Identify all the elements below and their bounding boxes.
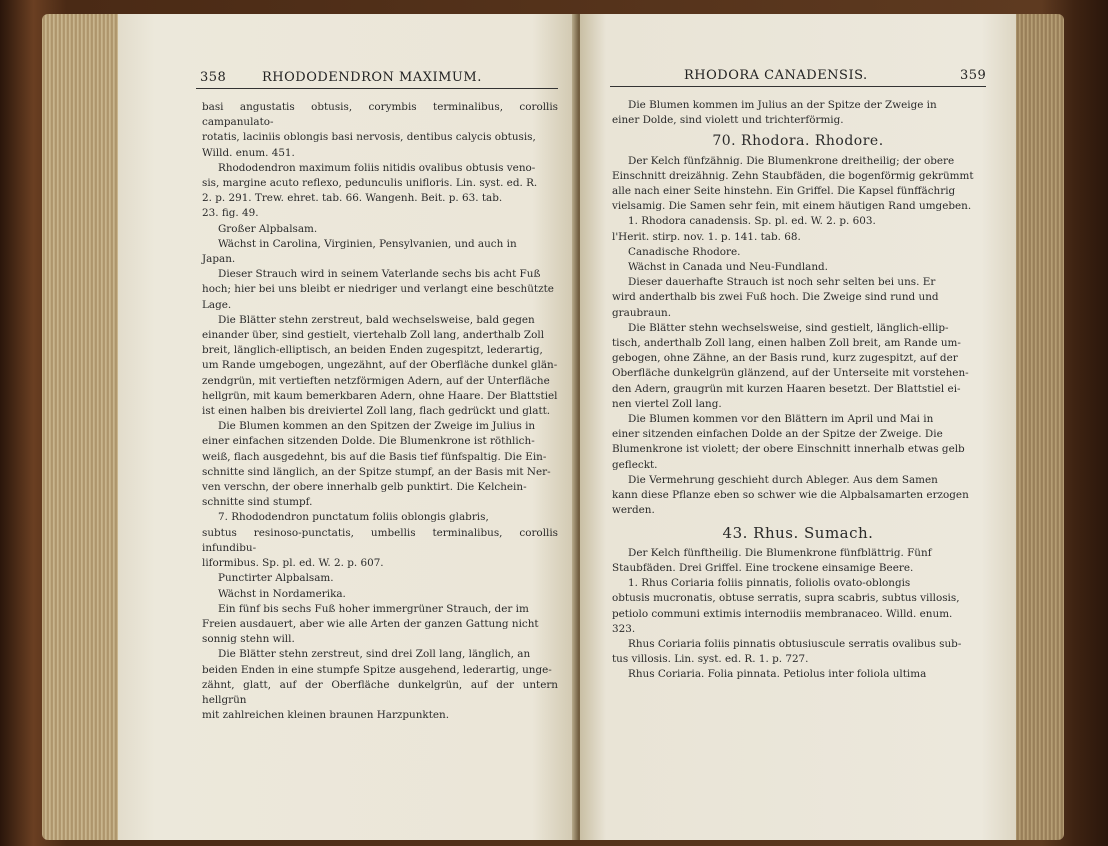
text-line: subtus resinoso-punctatis, umbellis terminalibus, corollis infundibu- <box>202 526 558 554</box>
text-line: Die Vermehrung geschieht durch Ableger. Aus dem Samen <box>628 473 938 486</box>
text-line: hellgrün, mit kaum bemerkbaren Adern, ohne Haare. Der Blattstiel <box>202 389 558 402</box>
left-running-head: RHODODENDRON MAXIMUM. <box>262 70 482 85</box>
text-line: kann diese Pflanze eben so schwer wie die Alpbalsamarten erzogen <box>612 489 969 502</box>
text-line: Ein fünf bis sechs Fuß hoher immergrüner Strauch, der im <box>218 602 529 615</box>
text-line: alle nach einer Seite hinstehn. Ein Griffel. Die Kapsel fünffächrig <box>612 185 956 198</box>
text-line: breit, länglich-elliptisch, an beiden Enden zugespitzt, lederartig, <box>202 344 543 357</box>
text-line: Rhus Coriaria. Folia pinnata. Petiolus inter foliola ultima <box>628 668 927 681</box>
text-line: liformibus. Sp. pl. ed. W. 2. p. 607. <box>202 557 384 570</box>
text-line: 2. p. 291. Trew. ehret. tab. 66. Wangenh. Beit. p. 63. tab. <box>202 192 503 205</box>
text-line: einer Dolde, sind violett und trichterförmig. <box>612 114 844 127</box>
text-line: Die Blätter stehn zerstreut, sind drei Zoll lang, länglich, an <box>218 648 531 661</box>
text-line: Die Blätter stehn wechselsweise, sind gestielt, länglich-ellip- <box>628 321 949 334</box>
text-line: Wächst in Nordamerika. <box>218 587 346 600</box>
text-line: einander über, sind gestielt, viertehalb Zoll lang, anderthalb Zoll <box>202 329 545 342</box>
text-line: petiolo communi extimis internodiis membranaceo. Willd. enum. <box>612 607 953 620</box>
left-page-text <box>202 100 558 723</box>
text-line: den Adern, graugrün mit kurzen Haaren besetzt. Der Blattstiel ei- <box>612 382 961 395</box>
text-line: gefleckt. <box>612 458 658 471</box>
right-page <box>580 14 1016 840</box>
left-page <box>118 14 578 840</box>
text-line: mit zahlreichen kleinen braunen Harzpunkten. <box>202 709 450 722</box>
text-line: Einschnitt dreizähnig. Zehn Staubfäden, die bogenförmig gekrümmt <box>612 169 974 182</box>
text-line: 1. Rhodora canadensis. Sp. pl. ed. W. 2. p. 603. <box>628 215 876 228</box>
left-head-rule <box>196 88 558 89</box>
right-running-head: RHODORA CANADENSIS. <box>684 68 868 83</box>
text-line: Lage. <box>202 298 232 311</box>
text-line: 23. fig. 49. <box>202 207 259 220</box>
text-line: 7. Rhododendron punctatum foliis oblongis glabris, <box>218 511 489 524</box>
text-line: zendgrün, mit vertieften netzförmigen Adern, auf der Unterfläche <box>202 374 550 387</box>
text-line: ist einen halben bis dreiviertel Zoll lang, flach gedrückt und glatt. <box>202 405 551 418</box>
text-line: Die Blumen kommen an den Spitzen der Zweige im Julius in <box>218 420 536 433</box>
text-line: tisch, anderthalb Zoll lang, einen halben Zoll breit, am Rande um- <box>612 337 961 350</box>
text-line: 323. <box>612 622 636 635</box>
text-line: einer sitzenden einfachen Dolde an der Spitze der Zweige. Die <box>612 428 943 441</box>
text-line: tus villosis. Lin. syst. ed. R. 1. p. 727. <box>612 653 809 666</box>
text-line: einer einfachen sitzenden Dolde. Die Blumenkrone ist röthlich- <box>202 435 535 448</box>
text-line: Freien ausdauert, aber wie alle Arten der ganzen Gattung nicht <box>202 617 539 630</box>
text-line: vielsamig. Die Samen sehr fein, mit einem häutigen Rand umgeben. <box>612 200 972 213</box>
text-line: ven verschn, der obere innerhalb gelb punktirt. Die Kelchein- <box>202 481 527 494</box>
text-line: sonnig stehn will. <box>202 633 295 646</box>
text-line: hoch; hier bei uns bleibt er niedriger und verlangt eine beschützte <box>202 283 554 296</box>
right-page-number: 359 <box>960 68 987 83</box>
text-line: Dieser dauerhafte Strauch ist noch sehr selten bei uns. Er <box>628 276 936 289</box>
text-line: Oberfläche dunkelgrün glänzend, auf der Unterseite mit vorstehen- <box>612 367 969 380</box>
text-line: sis, margine acuto reflexo, pedunculis unifloris. Lin. syst. ed. R. <box>202 177 538 190</box>
text-line: Willd. enum. 451. <box>202 146 295 159</box>
text-line: Der Kelch fünftheilig. Die Blumenkrone fünfblättrig. Fünf <box>628 546 932 559</box>
text-line: werden. <box>612 504 655 517</box>
text-line: 1. Rhus Coriaria foliis pinnatis, foliolis ovato-oblongis <box>628 577 911 590</box>
text-line: basi angustatis obtusis, corymbis terminalibus, corollis campanulato- <box>202 101 558 129</box>
text-line: nen viertel Zoll lang. <box>612 397 722 410</box>
text-line: um Rande umgebogen, ungezähnt, auf der Oberfläche dunkel glän- <box>202 359 558 372</box>
right-head-rule <box>610 86 986 87</box>
left-page-number: 358 <box>200 70 227 85</box>
text-line: beiden Enden in eine stumpfe Spitze ausgehend, lederartig, unge- <box>202 663 552 676</box>
text-line: schnitte sind stumpf. <box>202 496 313 509</box>
text-line: graubraun. <box>612 306 672 319</box>
text-line: schnitte sind länglich, an der Spitze stumpf, an der Basis mit Ner- <box>202 465 551 478</box>
text-line: Rhus Coriaria foliis pinnatis obtusiuscule serratis ovalibus sub- <box>628 637 962 650</box>
text-line: obtusis mucronatis, obtuse serratis, supra scabris, subtus villosis, <box>612 592 960 605</box>
section-heading-43: 43. Rhus. Sumach. <box>722 524 874 543</box>
text-line: Rhododendron maximum foliis nitidis ovalibus obtusis veno- <box>218 161 536 174</box>
text-line: Die Blumen kommen im Julius an der Spitze der Zweige in <box>628 99 937 111</box>
text-line: Die Blumen kommen vor den Blättern im April und Mai in <box>628 413 934 426</box>
page-edges-right <box>1012 14 1064 840</box>
text-line: l'Herit. stirp. nov. 1. p. 141. tab. 68. <box>612 230 801 243</box>
right-page-text <box>612 98 984 683</box>
text-line: gebogen, ohne Zähne, an der Basis rund, kurz zugespitzt, auf der <box>612 352 958 365</box>
text-line: rotatis, laciniis oblongis basi nervosis, dentibus calycis obtusis, <box>202 131 536 144</box>
text-line: Dieser Strauch wird in seinem Vaterlande sechs bis acht Fuß <box>218 268 541 281</box>
text-line: Blumenkrone ist violett; der obere Einschnitt innerhalb etwas gelb <box>612 443 965 456</box>
text-line: Punctirter Alpbalsam. <box>218 572 334 585</box>
text-line: Wächst in Carolina, Virginien, Pensylvanien, und auch in <box>218 237 517 250</box>
text-line: zähnt, glatt, auf der Oberfläche dunkelgrün, auf der untern hellgrün <box>202 678 558 706</box>
text-line: Japan. <box>202 253 236 266</box>
text-line: Wächst in Canada und Neu-Fundland. <box>628 261 828 274</box>
text-line: Staubfäden. Drei Griffel. Eine trockene einsamige Beere. <box>612 561 914 574</box>
text-line: wird anderthalb bis zwei Fuß hoch. Die Zweige sind rund und <box>612 291 939 304</box>
text-line: Canadische Rhodore. <box>628 245 741 258</box>
section-heading-70: 70. Rhodora. Rhodore. <box>712 133 884 150</box>
text-line: weiß, flach ausgedehnt, bis auf die Basis tief fünfspaltig. Die Ein- <box>202 450 547 463</box>
text-line: Großer Alpbalsam. <box>218 222 318 235</box>
text-line: Der Kelch fünfzähnig. Die Blumenkrone dreitheilig; der obere <box>628 154 955 167</box>
text-line: Die Blätter stehn zerstreut, bald wechselsweise, bald gegen <box>218 313 535 326</box>
page-edges-left <box>42 14 122 840</box>
